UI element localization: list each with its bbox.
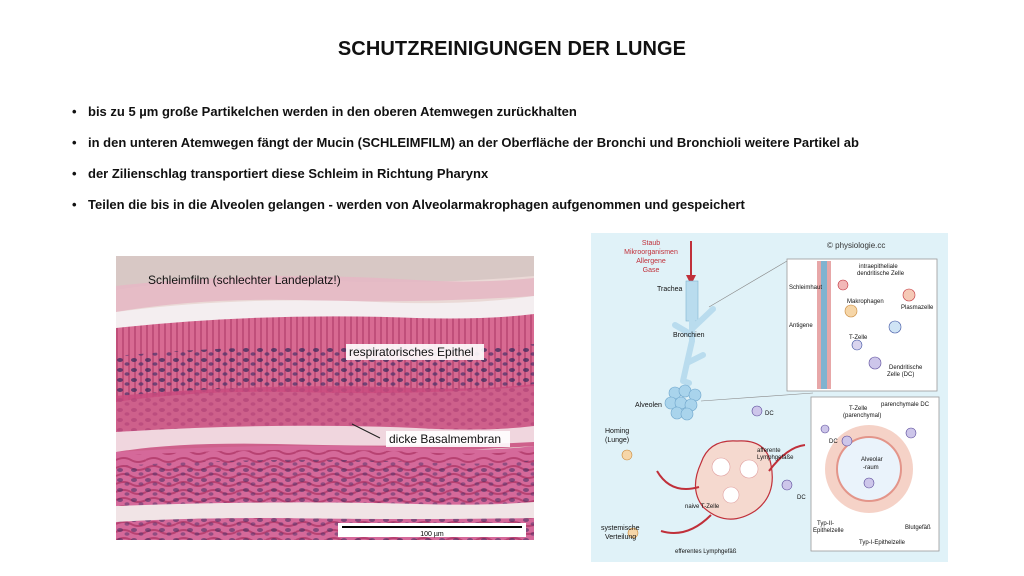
- typ2-label-1: Typ-II-: [817, 521, 835, 527]
- bullet-glyph: •: [72, 104, 77, 119]
- efferentes-label: efferentes Lymphgefäß: [675, 549, 737, 555]
- lung-immunology-diagram: [591, 233, 948, 562]
- plasmazelle-label: Plasmazelle: [901, 305, 934, 311]
- bullet-glyph: •: [72, 197, 77, 212]
- input-allergene: Allergene: [636, 258, 666, 265]
- dc-left-label: DC: [797, 495, 806, 501]
- plasma-cell-icon: [889, 321, 901, 333]
- antigene-label: Antigene: [789, 323, 813, 329]
- macrophage-icon: [845, 305, 857, 317]
- alveolarraum-label-1: Alveolar: [861, 457, 883, 463]
- intraepithelial-label-2: dendritische Zelle: [857, 271, 905, 277]
- systemische-label-2: Verteilung: [605, 534, 637, 541]
- bullet-text: bis zu 5 µm große Partikelchen werden in den oberen Atemwegen zurückhalten: [88, 104, 577, 119]
- bronchien-label: Bronchien: [673, 332, 705, 339]
- micrograph-image: [116, 256, 534, 540]
- dendritic-cell-icon: [864, 478, 874, 488]
- naive-label: naive T-Zelle: [685, 504, 720, 510]
- homing-label-2: (Lunge): [605, 437, 630, 444]
- scale-bar-label: 100 µm: [420, 531, 444, 538]
- homing-cell-icon: [622, 450, 632, 460]
- typ1-label: Typ-I-Epithelzelle: [859, 540, 906, 546]
- bullet-item: [72, 166, 859, 197]
- systemische-label-1: systemische: [601, 525, 640, 532]
- cell-icon: [838, 280, 848, 290]
- plasma-cell-icon: [903, 289, 915, 301]
- bullet-text: Teilen die bis in die Alveolen gelangen - werden von Alveolarmakrophagen aufgenommen und gespeichert: [88, 197, 745, 212]
- makrophagen-label: Makrophagen: [847, 299, 884, 305]
- dendritic-cell-icon: [906, 428, 916, 438]
- input-mikroorganismen: Mikroorganismen: [624, 249, 678, 256]
- trachea-label: Trachea: [657, 286, 683, 293]
- bullet-item: [72, 135, 859, 166]
- basalmembran-label: dicke Basalmembran: [389, 432, 502, 446]
- tzelle-label: T-Zelle: [849, 335, 868, 341]
- bullet-text: in den unteren Atemwegen fängt der Mucin (SCHLEIMFILM) an der Oberfläche der Bronchi und Bronchioli weitere Partikel ab: [88, 135, 859, 150]
- afferente-label-2: Lymphgefäße: [757, 455, 794, 461]
- typ2-label-2: Epithelzelle: [813, 528, 844, 534]
- dc-top-label: DC: [829, 439, 838, 445]
- alveolen-label: Alveolen: [635, 402, 662, 409]
- input-gase: Gase: [642, 267, 660, 274]
- schleimhaut-label: Schleimhaut: [789, 285, 823, 291]
- trachea-shape: [686, 281, 698, 321]
- epithel-label: respiratorisches Epithel: [349, 345, 474, 359]
- input-staub: Staub: [641, 240, 661, 247]
- schleimfilm-label: Schleimfilm (schlechter Landeplatz!): [148, 273, 341, 287]
- homing-label-1: Homing: [605, 428, 630, 435]
- slide-title: SCHUTZREINIGUNGEN DER LUNGE: [337, 38, 687, 60]
- t-cell-icon: [852, 340, 862, 350]
- blutgefaess-label: Blutgefäß: [905, 525, 931, 531]
- bullet-glyph: •: [72, 166, 77, 181]
- bullet-item: [72, 104, 859, 135]
- parenchymale-label: parenchymale DC: [881, 402, 930, 408]
- afferente-label-1: afferente: [757, 448, 781, 454]
- tzelle-par-label-2: (parenchymal): [843, 413, 882, 419]
- bullet-text: der Zilienschlag transportiert diese Schleim in Richtung Pharynx: [88, 166, 489, 181]
- t-cell-icon: [842, 436, 852, 446]
- intraepithelial-label-1: intraepitheliale: [859, 264, 898, 270]
- tzelle-par-label-1: T-Zelle: [849, 406, 868, 412]
- bullet-item: [72, 197, 859, 228]
- copyright-text: © physiologie.cc: [827, 241, 886, 250]
- bullet-list: [72, 104, 859, 228]
- dc-mid-label: DC: [765, 411, 774, 417]
- dendritic-cell-icon: [821, 425, 829, 433]
- bullet-glyph: •: [72, 135, 77, 150]
- dendritic-cell-icon: [869, 357, 881, 369]
- dendritische-label-2: Zelle (DC): [887, 372, 915, 378]
- dendritische-label-1: Dendritische: [889, 365, 923, 371]
- dendritic-cell-icon: [782, 480, 792, 490]
- dendritic-cell-icon: [752, 406, 762, 416]
- alveolarraum-label-2: -raum: [863, 465, 879, 471]
